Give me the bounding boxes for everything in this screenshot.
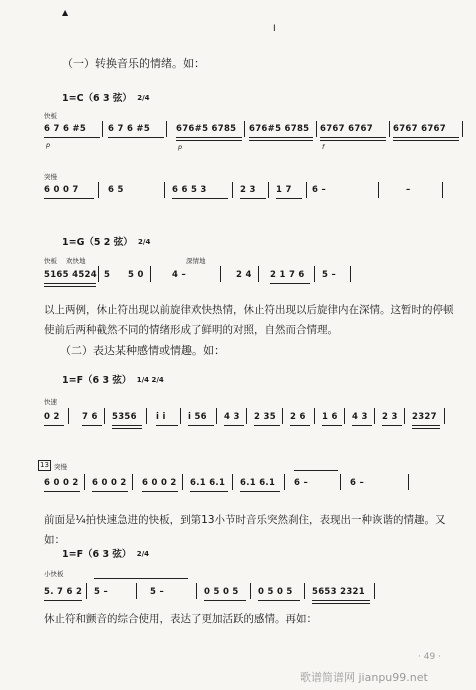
watermark: 歌谱简谱网 jianpu99.net: [300, 671, 428, 684]
bar-line: [102, 121, 103, 137]
bar-line: [98, 266, 99, 282]
bar-line: [304, 583, 305, 599]
time-signature: 1/4 2/4: [136, 376, 164, 384]
key-signature: 1=F（6 3 弦） 2/4: [62, 549, 150, 560]
beam-line: [276, 198, 302, 199]
notation-measure: 6 0 0 2: [44, 478, 79, 488]
notation-measure: 6 7 6 #5: [44, 124, 87, 134]
beam-line: [270, 283, 310, 284]
beam-line: [393, 137, 459, 138]
notation-measure: 5 –: [322, 270, 337, 280]
bar-line: [374, 583, 375, 599]
time-signature: 2/4: [136, 550, 150, 558]
bar-line: [196, 583, 197, 599]
tempo-mark: 突慢: [54, 463, 67, 471]
bar-line: [246, 408, 247, 424]
tempo-mark: 小快板: [44, 570, 64, 578]
notation-measure: 0 5 0 5: [204, 587, 239, 597]
notation-measure: 676#5 6785: [249, 124, 310, 134]
bar-line: [164, 182, 165, 198]
bar-line: [282, 408, 283, 424]
notation-measure: 4 3: [352, 412, 368, 422]
beam-line: [320, 137, 386, 138]
bar-line: [340, 474, 341, 490]
bar-line: [182, 474, 183, 490]
beam-line: [254, 425, 280, 426]
bar-line: [244, 121, 245, 137]
notation-measure: 0 5 0 5: [258, 587, 293, 597]
beam-line: [188, 425, 214, 426]
notation-measure: 4 3: [224, 412, 240, 422]
tempo-mark: 欢快地: [66, 257, 86, 265]
beam-line: [249, 140, 313, 141]
paragraph: 前面是¼拍快速急进的快板，到第13小节时音乐突然刹住，表现出一种诙谐的情趣。又如：: [44, 514, 446, 546]
bar-line: [314, 266, 315, 282]
bar-line: [350, 266, 351, 282]
bar-line: [232, 474, 233, 490]
beam-line: [44, 600, 82, 601]
beam-line: [92, 491, 128, 492]
notation-measure: 6.1 6.1: [240, 478, 276, 488]
key-signature: 1=C（6 3 弦） 2/4: [62, 93, 150, 104]
bar-line: [444, 408, 445, 424]
beam-line: [176, 140, 242, 141]
bar-line: [316, 121, 317, 137]
beam-line: [382, 425, 402, 426]
bar-line: [374, 408, 375, 424]
bar-line: [132, 474, 133, 490]
beam-line: [393, 140, 459, 141]
notation-measure: 1 6: [322, 412, 338, 422]
notation-measure: i 56: [188, 412, 207, 422]
bar-line: [180, 408, 181, 424]
notation-measure: 6.1 6.1: [190, 478, 226, 488]
bar-line: [232, 182, 233, 198]
measure-number: 13: [40, 461, 49, 469]
beam-line: [176, 137, 242, 138]
bar-line: [146, 408, 147, 424]
bar-line: [258, 266, 259, 282]
notation-measure: 5. 7 6 2: [44, 587, 83, 597]
bar-line: [404, 408, 405, 424]
beam-line: [240, 198, 266, 199]
notation-measure: 6 0 0 2: [92, 478, 127, 488]
tempo-mark: 快板: [44, 112, 57, 120]
notation-measure: 6 7 6 #5: [108, 124, 151, 134]
section-title: （一）转换音乐的情绪。如：: [62, 57, 205, 70]
tempo-mark: 快速: [44, 398, 57, 406]
tempo-mark: 深情地: [186, 257, 206, 265]
notation-measure: 5 –: [150, 587, 165, 597]
bar-line: [136, 583, 137, 599]
notation-measure: 2 6: [290, 412, 306, 422]
beam-line: [320, 140, 386, 141]
notation-measure: 4 –: [172, 270, 187, 280]
section-title: （二）表达某种感情或情趣。如：: [60, 344, 225, 357]
bar-line: [462, 121, 463, 137]
bar-line: [314, 408, 315, 424]
notation-measure: 6767 6767: [320, 124, 373, 134]
notation-measure: 2 1 7 6: [270, 270, 305, 280]
time-signature: 2/4: [137, 94, 150, 102]
page-number: · 49 ·: [418, 652, 441, 662]
beam-line: [258, 600, 300, 601]
beam-line: [312, 603, 370, 604]
bar-line: [220, 266, 221, 282]
tempo-mark: 快板: [44, 257, 57, 265]
beam-line: [156, 425, 178, 426]
bar-line: [98, 182, 99, 198]
bar-line: [216, 408, 217, 424]
notation-measure: –: [406, 185, 411, 195]
beam-line: [44, 425, 64, 426]
bar-line: [68, 408, 69, 424]
beam-line: [112, 425, 142, 426]
beam-line: [312, 600, 370, 601]
notation-measure: 2 3: [382, 412, 398, 422]
beam-line: [240, 491, 280, 492]
dynamic-mark: p: [46, 141, 51, 149]
notation-measure: 5653 2321: [312, 587, 365, 597]
dynamic-mark: f: [322, 143, 325, 151]
key-signature: 1=F（6 3 弦） 1/4 2/4: [62, 375, 164, 386]
beam-line: [82, 425, 102, 426]
bar-line: [284, 474, 285, 490]
beam-line: [190, 491, 228, 492]
bar-line: [84, 474, 85, 490]
notation-measure: 2 4: [236, 270, 252, 280]
tie-line: [294, 470, 338, 471]
notation-measure: 676#5 6785: [176, 124, 237, 134]
notation-measure: 5165 4524: [44, 270, 97, 280]
beam-line: [44, 283, 96, 284]
notation-measure: i i: [156, 412, 166, 422]
notation-measure: 7 6: [82, 412, 98, 422]
notation-measure: 6 –: [294, 478, 309, 488]
bar-line: [389, 121, 390, 137]
bar-line: [86, 583, 87, 599]
beam-line: [142, 491, 178, 492]
bar-line: [166, 121, 167, 137]
beam-line: [112, 428, 142, 429]
bar-line: [268, 182, 269, 198]
notation-measure: 5 –: [94, 587, 109, 597]
bar-line: [442, 182, 443, 198]
beam-line: [44, 286, 96, 287]
beam-line: [352, 425, 372, 426]
bar-line: [344, 408, 345, 424]
beam-line: [412, 428, 440, 429]
notation-measure: 5: [104, 270, 111, 280]
beam-line: [322, 425, 342, 426]
notation-measure: 0 2: [44, 412, 60, 422]
key-signature: 1=G（5 2 弦） 2/4: [62, 237, 151, 248]
notation-measure: 5 0: [128, 270, 144, 280]
beam-line: [412, 425, 440, 426]
notation-measure: 2 3: [240, 185, 256, 195]
beam-line: [224, 425, 244, 426]
beam-line: [108, 137, 164, 138]
dynamic-mark: p: [178, 143, 183, 151]
bar-line: [150, 266, 151, 282]
notation-measure: 1 7: [276, 185, 292, 195]
tempo-mark: 突慢: [44, 173, 57, 181]
notation-measure: 6 –: [350, 478, 365, 488]
beam-line: [44, 198, 94, 199]
notation-measure: 2327: [412, 412, 437, 422]
notation-measure: 6767 6767: [393, 124, 446, 134]
bar-line: [408, 474, 409, 490]
beam-line: [44, 491, 80, 492]
paragraph: 以上两例，休止符出现以前旋律欢快热情，休止符出现以后旋律内在深情。这暂时的停顿使前后两种截然不同的情绪形成了鲜明的对照，自然而合情理。: [44, 304, 454, 336]
beam-line: [204, 600, 246, 601]
time-signature: 2/4: [138, 238, 151, 246]
notation-measure: 5356: [112, 412, 137, 422]
notation-measure: 6 0 0 7: [44, 185, 79, 195]
notation-measure: 6 5: [108, 185, 124, 195]
notation-measure: 6 –: [312, 185, 327, 195]
paragraph: 休止符和颤音的综合使用，表达了更加活跃的感情。再如：: [44, 613, 317, 625]
header-ornament: Ⅰ: [273, 24, 276, 34]
tie-line: [94, 578, 188, 579]
bar-line: [250, 583, 251, 599]
beam-line: [44, 137, 100, 138]
header-ornament: ▲: [62, 8, 69, 17]
beam-line: [290, 425, 310, 426]
notation-measure: 2 35: [254, 412, 276, 422]
bar-line: [306, 182, 307, 198]
bar-line: [104, 408, 105, 424]
bar-line: [378, 182, 379, 198]
notation-measure: 6 6 5 3: [172, 185, 207, 195]
beam-line: [172, 198, 228, 199]
beam-line: [249, 137, 313, 138]
notation-measure: 6 0 0 2: [142, 478, 177, 488]
